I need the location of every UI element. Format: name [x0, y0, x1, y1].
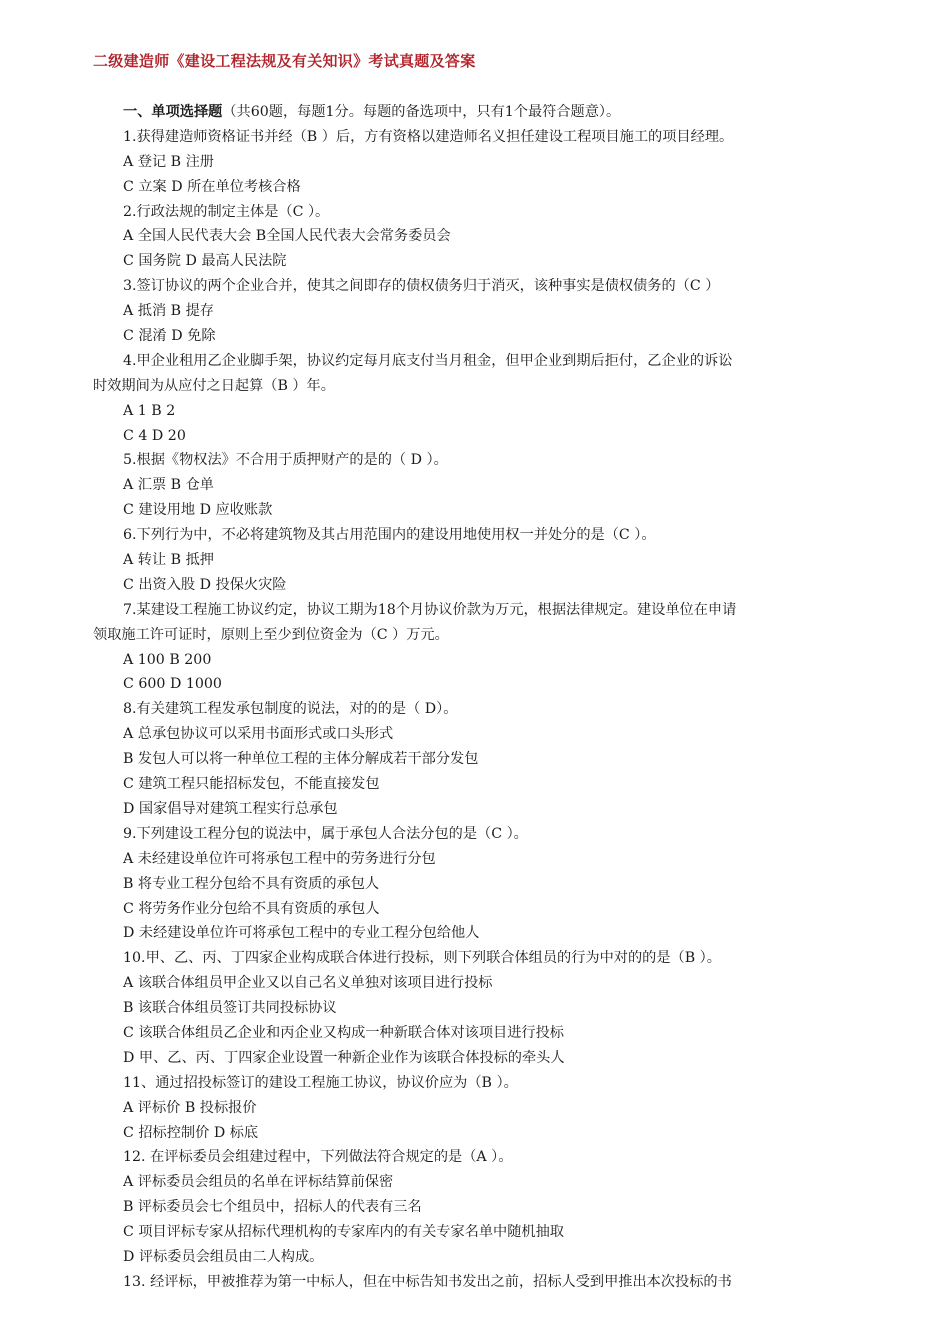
text-line: A 全国人民代表大会 B全国人民代表大会常务委员会: [123, 228, 451, 245]
document-body: [93, 100, 863, 1295]
text-line: C 招标控制价 D 标底: [123, 1124, 259, 1141]
text-line: D 甲、乙、丙、丁四家企业设置一种新企业作为该联合体投标的牵头人: [123, 1049, 565, 1066]
text-line: C 将劳务作业分包给不具有资质的承包人: [123, 900, 380, 917]
text-line: 1.获得建造师资格证书并经（B ）后，方有资格以建造师名义担任建设工程项目施工的项目经理。: [123, 128, 734, 145]
section-heading: [123, 100, 863, 125]
text-line: C 该联合体组员乙企业和丙企业又构成一种新联合体对该项目进行投标: [123, 1024, 564, 1041]
text-line: A 该联合体组员甲企业又以自己名义单独对该项目进行投标: [123, 975, 493, 992]
text-line-continuation: 领取施工许可证时，原则上至少到位资金为（C ）万元。: [93, 626, 449, 643]
text-line: 5.根据《物权法》不合用于质押财产的是的（ D ）。: [123, 452, 448, 469]
text-line: B 将专业工程分包给不具有资质的承包人: [123, 875, 380, 892]
text-line: A 评标委员会组员的名单在评标结算前保密: [123, 1174, 394, 1191]
text-line: C 项目评标专家从招标代理机构的专家库内的有关专家名单中随机抽取: [123, 1224, 564, 1241]
text-line: A 抵消 B 提存: [123, 303, 214, 320]
text-line: A 总承包协议可以采用书面形式或口头形式: [123, 726, 394, 743]
text-line: C 混淆 D 免除: [123, 328, 216, 345]
text-line: D 评标委员会组员由二人构成。: [123, 1248, 324, 1265]
text-line: D 国家倡导对建筑工程实行总承包: [123, 800, 338, 817]
text-line: A 转让 B 抵押: [123, 552, 214, 569]
text-line: 6.下列行为中，不必将建筑物及其占用范围内的建设用地使用权一并处分的是（C ）。: [123, 527, 656, 544]
text-line: 8.有关建筑工程发承包制度的说法，对的的是（ D）。: [123, 701, 458, 718]
text-line: B 评标委员会七个组员中，招标人的代表有三名: [123, 1199, 422, 1216]
text-line: 4.甲企业租用乙企业脚手架，协议约定每月底支付当月租金，但甲企业到期后拒付，乙企业的诉讼: [123, 352, 733, 369]
text-line: C 立案 D 所在单位考核合格: [123, 178, 301, 195]
text-line: C 出资入股 D 投保火灾险: [123, 576, 287, 593]
text-line: A 未经建设单位许可将承包工程中的劳务进行分包: [123, 850, 436, 867]
text-line: A 汇票 B 仓单: [123, 477, 214, 494]
document-title: 二级建造师《建设工程法规及有关知识》考试真题及答案: [93, 52, 476, 70]
text-line: 11、通过招投标签订的建设工程施工协议，协议价应为（B ）。: [123, 1074, 518, 1091]
text-line: C 600 D 1000: [123, 676, 222, 693]
section-heading-bold: 一、单项选择题: [123, 104, 223, 120]
text-line: C 建筑工程只能招标发包，不能直接发包: [123, 776, 380, 793]
text-line: 12. 在评标委员会组建过程中，下列做法符合规定的是（A ）。: [123, 1149, 513, 1166]
text-line: C 建设用地 D 应收账款: [123, 502, 273, 519]
text-line: A 100 B 200: [123, 651, 212, 668]
text-line: 10.甲、乙、丙、丁四家企业构成联合体进行投标，则下列联合体组员的行为中对的的是（B ）。: [123, 950, 721, 967]
text-line: B 该联合体组员签订共同投标协议: [123, 1000, 337, 1017]
text-line: A 登记 B 注册: [123, 153, 214, 170]
text-line: 2.行政法规的制定主体是（C ）。: [123, 203, 330, 220]
text-line: A 1 B 2: [123, 402, 176, 419]
text-line: B 发包人可以将一种单位工程的主体分解成若干部分发包: [123, 751, 479, 768]
text-line: 7.某建设工程施工协议约定，协议工期为18个月协议价款为万元，根据法律规定。建设单位在申请: [123, 601, 737, 618]
text-line: C 4 D 20: [123, 427, 186, 444]
text-line: A 评标价 B 投标报价: [123, 1099, 257, 1116]
section-heading-rest: （共60题，每题1分。每题的备选项中，只有1个最符合题意）。: [222, 104, 621, 120]
text-line: 13. 经评标，甲被推荐为第一中标人，但在中标告知书发出之前，招标人受到甲推出本次投标的书: [123, 1273, 732, 1290]
text-line: 9.下列建设工程分包的说法中，属于承包人合法分包的是（C ）。: [123, 825, 528, 842]
text-line: D 未经建设单位许可将承包工程中的专业工程分包给他人: [123, 925, 480, 942]
text-line: C 国务院 D 最高人民法院: [123, 253, 287, 270]
text-line: 3.签订协议的两个企业合并，使其之间即存的债权债务归于消灭，该种事实是债权债务的（C ）: [123, 278, 720, 295]
text-line-continuation: 时效期间为从应付之日起算（B ）年。: [93, 377, 335, 394]
